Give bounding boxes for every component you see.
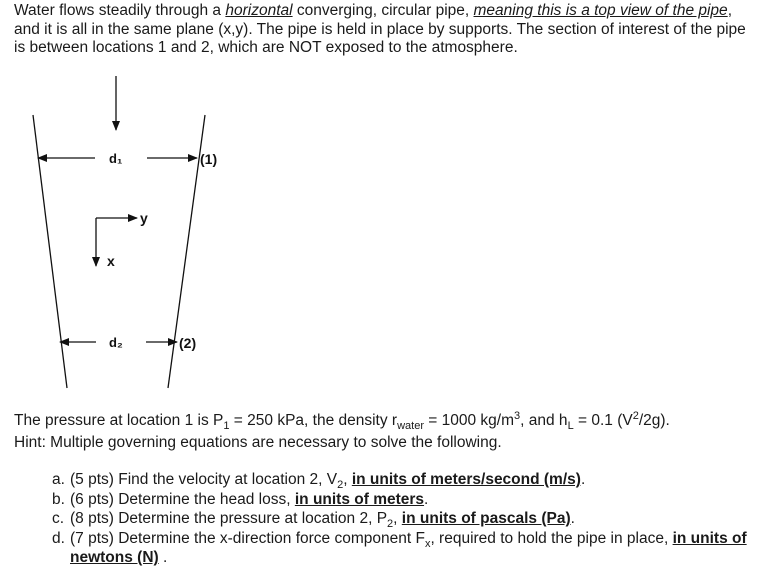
emphasis-horizontal: horizontal <box>225 2 293 19</box>
part-b: b. (6 pts) Determine the head loss, in units of meters. <box>52 490 429 508</box>
hint: Hint: Multiple governing equations are necessary to solve the following. <box>14 434 502 451</box>
question-parts <box>52 470 752 568</box>
given-conditions <box>14 410 754 454</box>
pipe-left-wall <box>33 115 67 388</box>
part-c: c. (8 pts) Determine the pressure at location 2, $P_2$, in units of pascals (Pa). <box>52 510 575 531</box>
d1-label: d₁ <box>109 151 123 166</box>
emphasis-top-view: meaning this is a top view of the pipe <box>473 2 728 19</box>
location-1-label: (1) <box>200 151 218 167</box>
part-a: a. (5 pts) Find the velocity at location 2, $V_2$, in units of meters/second (m/s). <box>52 471 586 492</box>
part-d: d. (7 pts) Determine the x-direction force component $F_x$, required to hold the pipe in place, in units of newtons (N) . <box>52 529 747 566</box>
y-axis-label: y <box>140 210 148 226</box>
given-values: The pressure at location 1 is $P_1 = 250$ kPa, the density $r_{water} = 1000$ $kg/m^3$, and $h_L = 0.1$ $(V^2/2g)$. <box>14 409 670 433</box>
x-axis-label: x <box>107 253 115 269</box>
location-2-label: (2) <box>179 335 197 351</box>
problem-statement: Water flows steadily through a horizontal converging, circular pipe, meaning this is a top view of the pipe, and it is all in the same plane (x,y). The pipe is held in place by supports. The section of interest of the pipe is between locations 1 and 2, which are NOT exposed to the atmosphere. <box>14 2 746 56</box>
d2-label: d₂ <box>109 335 123 350</box>
